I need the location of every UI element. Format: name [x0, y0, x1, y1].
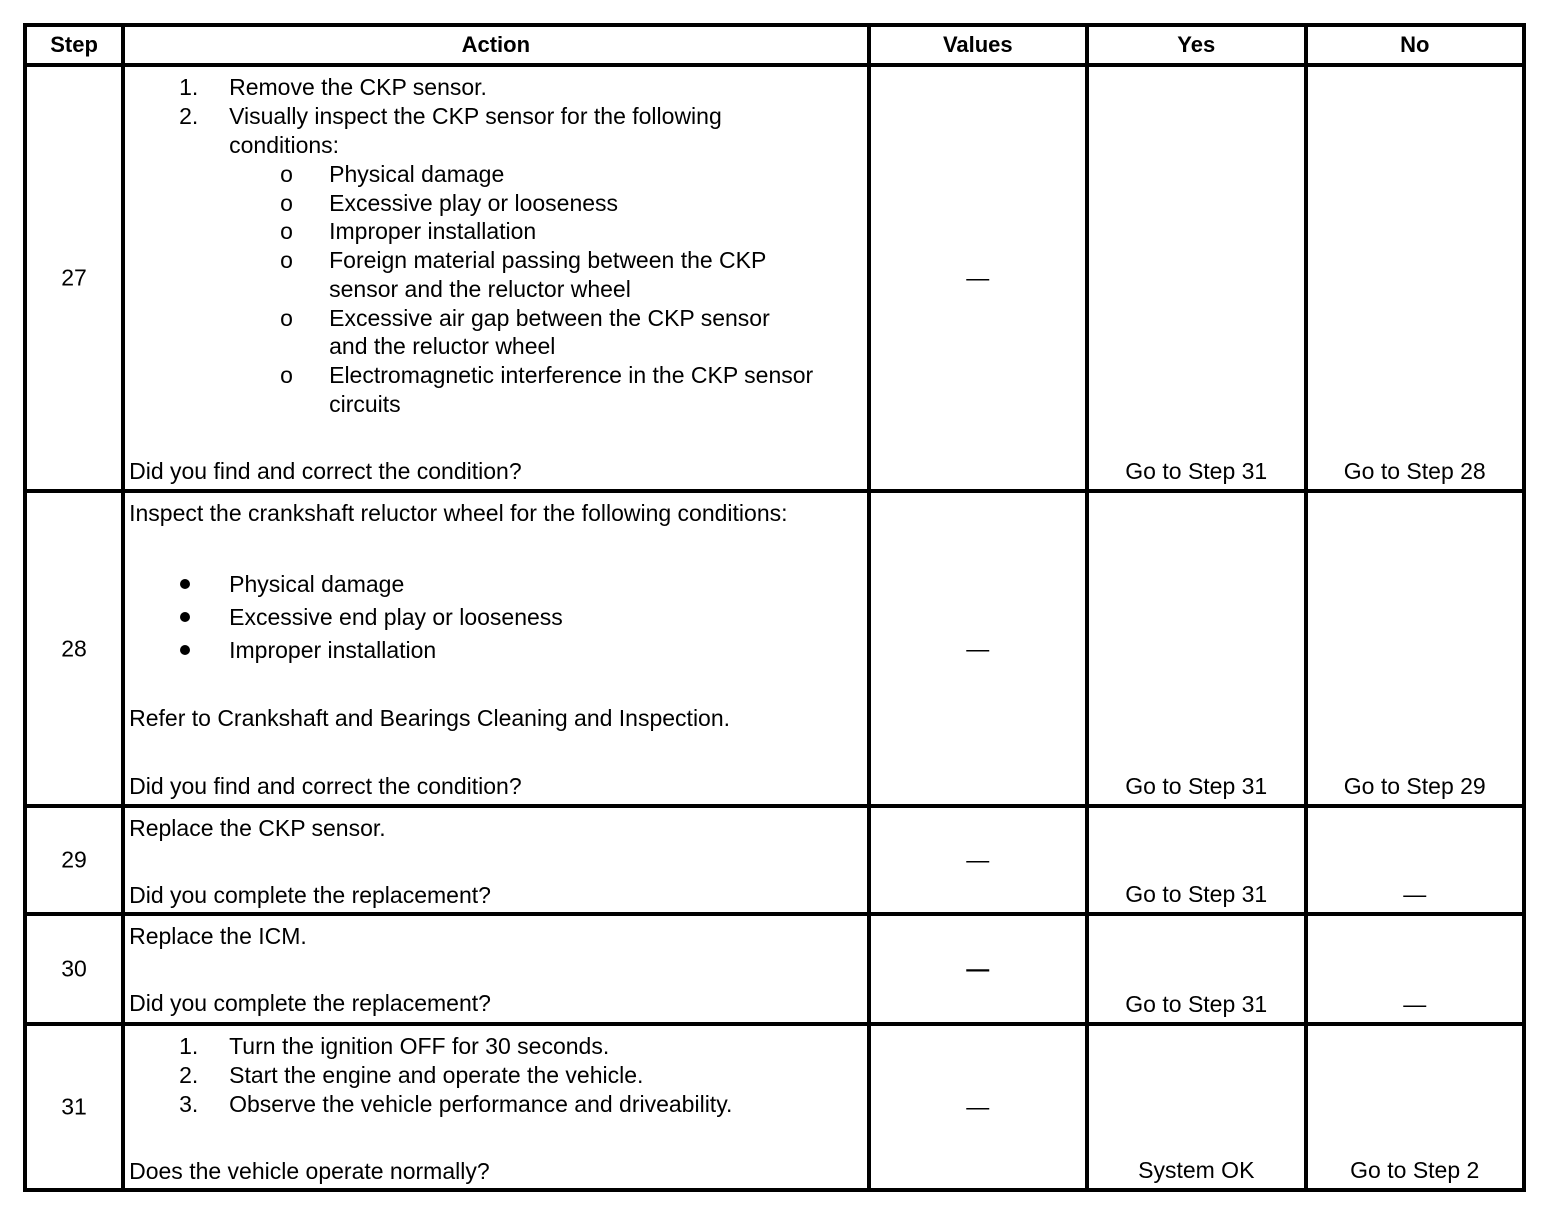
- no-cell: [1306, 65, 1525, 491]
- list-item: Excessive air gap between the CKP sensor: [329, 305, 770, 332]
- step-number: 30: [61, 955, 87, 982]
- header-step: Step: [25, 25, 123, 65]
- yes-cell: [1087, 1024, 1305, 1190]
- list-item: Remove the CKP sensor.: [229, 74, 487, 101]
- step-cell: [25, 65, 123, 491]
- values-cell: [869, 491, 1087, 807]
- list-item: Foreign material passing between the CKP: [329, 247, 767, 274]
- values-cell: [869, 65, 1087, 491]
- table-row: [25, 491, 1524, 807]
- header-no: No: [1306, 25, 1525, 65]
- yes-cell: [1087, 806, 1305, 914]
- no-cell: [1306, 1024, 1525, 1190]
- values-text: —: [966, 264, 990, 291]
- intro-text: Inspect the crankshaft reluctor wheel for the following conditions:: [129, 499, 788, 526]
- action-cell: [123, 914, 868, 1023]
- yes-cell: [1087, 914, 1305, 1023]
- yes-text: Go to Step 31: [1125, 990, 1268, 1017]
- values-text: —: [966, 955, 990, 982]
- list-item-continued: sensor and the reluctor wheel: [329, 276, 631, 303]
- header-action: Action: [123, 25, 868, 65]
- intro-text: Replace the CKP sensor.: [129, 815, 386, 842]
- list-number: 2.: [179, 103, 199, 130]
- values-text: —: [966, 846, 990, 873]
- bullet-icon: [180, 579, 190, 589]
- list-number: 2.: [179, 1061, 199, 1088]
- yes-text: Go to Step 31: [1125, 881, 1268, 908]
- no-text: Go to Step 2: [1350, 1157, 1480, 1183]
- header-values: Values: [869, 25, 1087, 65]
- action-cell: [123, 491, 868, 807]
- step-cell: [25, 806, 123, 914]
- bullet-icon: [180, 612, 190, 622]
- step-number: 27: [61, 264, 87, 291]
- list-item-continued: conditions:: [229, 132, 340, 159]
- refer-text: Refer to Crankshaft and Bearings Cleaning and Inspection.: [129, 704, 731, 731]
- list-item: Observe the vehicle performance and driveability.: [229, 1090, 733, 1117]
- list-item: Physical damage: [229, 570, 405, 597]
- action-cell: [123, 1024, 868, 1190]
- table-row: [25, 65, 1524, 491]
- intro-text: Replace the ICM.: [129, 923, 307, 950]
- list-item: Start the engine and operate the vehicle.: [229, 1061, 644, 1088]
- yes-cell: [1087, 65, 1305, 491]
- no-cell: [1306, 491, 1525, 807]
- list-item: Turn the ignition OFF for 30 seconds.: [229, 1032, 610, 1059]
- no-text: —: [1403, 881, 1427, 908]
- list-number: 1.: [179, 74, 199, 101]
- list-number: 3.: [179, 1090, 199, 1117]
- step-cell: [25, 491, 123, 807]
- table-row: [25, 1024, 1524, 1190]
- question-text: Did you find and correct the condition?: [129, 458, 522, 485]
- table-row: [25, 806, 1524, 914]
- list-item: Visually inspect the CKP sensor for the following: [229, 103, 722, 130]
- yes-cell: [1087, 491, 1305, 807]
- step-number: 31: [61, 1093, 87, 1120]
- yes-text: Go to Step 31: [1125, 457, 1268, 484]
- step-number: 29: [61, 846, 87, 873]
- question-text: Did you complete the replacement?: [129, 882, 491, 909]
- sub-bullet-icon: o: [280, 190, 293, 217]
- question-text: Did you find and correct the condition?: [129, 772, 522, 799]
- list-number: 1.: [179, 1032, 199, 1059]
- values-cell: [869, 914, 1087, 1023]
- values-text: —: [966, 1093, 990, 1120]
- sub-bullet-icon: o: [280, 247, 293, 274]
- list-item: Excessive play or looseness: [329, 190, 619, 217]
- question-text: Did you complete the replacement?: [129, 990, 491, 1017]
- no-text: Go to Step 29: [1343, 773, 1486, 800]
- yes-text: Go to Step 31: [1125, 773, 1268, 800]
- no-text: —: [1403, 990, 1427, 1017]
- no-text: Go to Step 28: [1343, 457, 1486, 484]
- sub-bullet-icon: o: [280, 218, 293, 245]
- list-item: Improper installation: [229, 636, 437, 663]
- no-cell: [1306, 806, 1525, 914]
- question-text: Does the vehicle operate normally?: [129, 1157, 490, 1184]
- sub-bullet-icon: o: [280, 362, 293, 389]
- step-number: 28: [61, 635, 87, 662]
- header-yes: Yes: [1087, 25, 1305, 65]
- list-item-continued: circuits: [329, 391, 401, 418]
- action-cell: [123, 65, 868, 491]
- sub-bullet-icon: o: [280, 161, 293, 188]
- list-item: Electromagnetic interference in the CKP sensor: [329, 362, 814, 389]
- step-cell: [25, 1024, 123, 1190]
- yes-text: System OK: [1138, 1157, 1255, 1183]
- table-row: [25, 914, 1524, 1023]
- no-cell: [1306, 914, 1525, 1023]
- action-cell: [123, 806, 868, 914]
- list-item: Improper installation: [329, 218, 537, 245]
- header-row: [25, 25, 1524, 65]
- step-cell: [25, 914, 123, 1023]
- sub-bullet-icon: o: [280, 305, 293, 332]
- values-cell: [869, 1024, 1087, 1190]
- values-text: —: [966, 635, 990, 662]
- list-item: Physical damage: [329, 161, 505, 188]
- diagnostic-table: [23, 23, 1526, 1192]
- list-item-continued: and the reluctor wheel: [329, 333, 556, 360]
- bullet-icon: [180, 645, 190, 655]
- values-cell: [869, 806, 1087, 914]
- list-item: Excessive end play or looseness: [229, 603, 563, 630]
